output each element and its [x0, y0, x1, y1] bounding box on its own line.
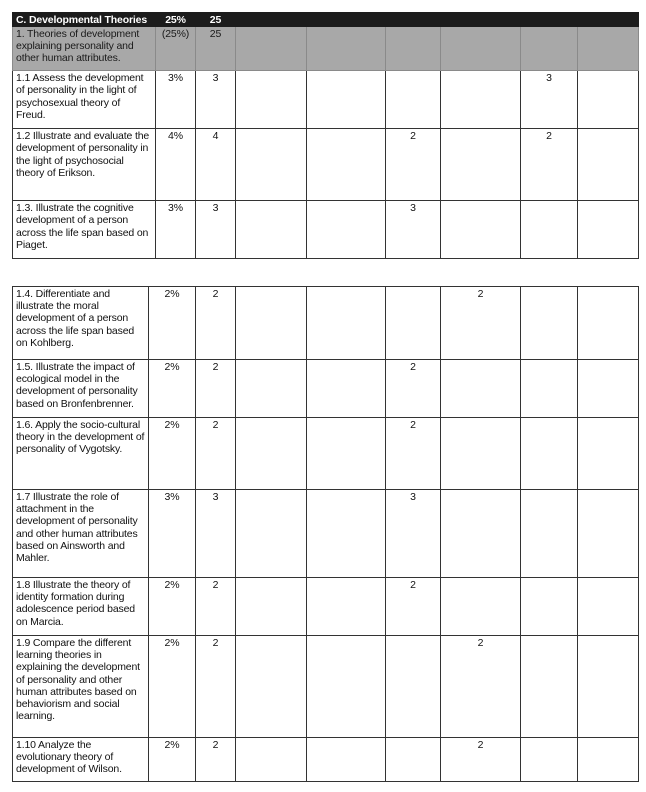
level-cell-4: 2 [441, 287, 521, 360]
level-cell-3: 2 [386, 418, 441, 490]
table-row [13, 578, 639, 636]
table-row [13, 636, 639, 738]
empty-cell [386, 27, 441, 71]
level-cell-4: 2 [441, 636, 521, 738]
level-cell-4 [441, 418, 521, 490]
table-row [13, 71, 639, 129]
table-row [13, 129, 639, 201]
level-cell-5: 3 [521, 71, 578, 129]
level-cell-2 [307, 490, 386, 578]
section-items: 25 [196, 13, 236, 27]
level-cell-4 [441, 360, 521, 418]
level-cell-2 [307, 201, 386, 259]
item-count: 2 [196, 360, 236, 418]
level-cell-6 [578, 201, 639, 259]
item-count: 4 [196, 129, 236, 201]
level-cell-6 [578, 578, 639, 636]
level-cell-2 [307, 360, 386, 418]
table-row [13, 201, 639, 259]
level-cell-4 [441, 71, 521, 129]
level-cell-5 [521, 360, 578, 418]
competency-label: 1.9 Compare the different learning theories in explaining the development of personality and other human attributes based on behaviorism and social learning. [13, 636, 149, 738]
level-cell-5 [521, 490, 578, 578]
competency-label: 1.2 Illustrate and evaluate the development of personality in the light of psychosocial theory of Erikson. [13, 129, 156, 201]
empty-cell [307, 13, 386, 27]
level-cell-1 [236, 418, 307, 490]
level-cell-6 [578, 129, 639, 201]
table-row [13, 490, 639, 578]
spec-table-bottom [12, 286, 639, 782]
section-title: C. Developmental Theories [13, 13, 156, 27]
weight-percent: 2% [149, 578, 196, 636]
level-cell-6 [578, 360, 639, 418]
empty-cell [521, 27, 578, 71]
item-count: 3 [196, 71, 236, 129]
empty-cell [236, 13, 307, 27]
table-row [13, 418, 639, 490]
level-cell-6 [578, 738, 639, 782]
item-count: 2 [196, 636, 236, 738]
topic-title: 1. Theories of development explaining personality and other human attributes. [13, 27, 156, 71]
level-cell-1 [236, 360, 307, 418]
level-cell-6 [578, 287, 639, 360]
weight-percent: 4% [156, 129, 196, 201]
level-cell-6 [578, 71, 639, 129]
level-cell-5 [521, 578, 578, 636]
level-cell-6 [578, 418, 639, 490]
item-count: 2 [196, 287, 236, 360]
level-cell-5 [521, 418, 578, 490]
level-cell-1 [236, 636, 307, 738]
item-count: 3 [196, 490, 236, 578]
level-cell-5 [521, 201, 578, 259]
section-percent: 25% [156, 13, 196, 27]
competency-label: 1.3. Illustrate the cognitive development of a person across the life span based on Piaget. [13, 201, 156, 259]
level-cell-2 [307, 129, 386, 201]
weight-percent: 2% [149, 636, 196, 738]
level-cell-2 [307, 738, 386, 782]
level-cell-3 [386, 636, 441, 738]
level-cell-4 [441, 578, 521, 636]
item-count: 2 [196, 578, 236, 636]
level-cell-3: 3 [386, 490, 441, 578]
level-cell-3: 3 [386, 201, 441, 259]
level-cell-3 [386, 71, 441, 129]
item-count: 2 [196, 738, 236, 782]
level-cell-3: 2 [386, 129, 441, 201]
empty-cell [578, 27, 639, 71]
table-row [13, 738, 639, 782]
empty-cell [578, 13, 639, 27]
level-cell-5 [521, 636, 578, 738]
level-cell-6 [578, 636, 639, 738]
level-cell-3 [386, 287, 441, 360]
level-cell-4 [441, 490, 521, 578]
item-count: 2 [196, 418, 236, 490]
level-cell-5 [521, 738, 578, 782]
empty-cell [307, 27, 386, 71]
empty-cell [441, 13, 521, 27]
topic-percent: (25%) [156, 27, 196, 71]
competency-label: 1.5. Illustrate the impact of ecological model in the development of personality based on Bronfenbrenner. [13, 360, 149, 418]
level-cell-1 [236, 490, 307, 578]
level-cell-1 [236, 71, 307, 129]
empty-cell [521, 13, 578, 27]
level-cell-3 [386, 738, 441, 782]
level-cell-2 [307, 418, 386, 490]
level-cell-1 [236, 287, 307, 360]
weight-percent: 3% [149, 490, 196, 578]
item-count: 3 [196, 201, 236, 259]
weight-percent: 2% [149, 738, 196, 782]
level-cell-1 [236, 129, 307, 201]
weight-percent: 2% [149, 418, 196, 490]
level-cell-5 [521, 287, 578, 360]
competency-label: 1.8 Illustrate the theory of identity formation during adolescence period based on Marcia. [13, 578, 149, 636]
level-cell-3: 2 [386, 360, 441, 418]
empty-cell [236, 27, 307, 71]
competency-label: 1.4. Differentiate and illustrate the moral development of a person across the life span based on Kohlberg. [13, 287, 149, 360]
level-cell-1 [236, 201, 307, 259]
level-cell-4 [441, 129, 521, 201]
table-row [13, 287, 639, 360]
level-cell-5: 2 [521, 129, 578, 201]
level-cell-4 [441, 201, 521, 259]
topic-row [13, 27, 639, 71]
weight-percent: 2% [149, 360, 196, 418]
level-cell-6 [578, 490, 639, 578]
level-cell-3: 2 [386, 578, 441, 636]
level-cell-1 [236, 578, 307, 636]
empty-cell [386, 13, 441, 27]
spec-table-top [12, 12, 639, 259]
level-cell-1 [236, 738, 307, 782]
level-cell-2 [307, 287, 386, 360]
competency-label: 1.1 Assess the development of personality in the light of psychosexual theory of Freud. [13, 71, 156, 129]
empty-cell [441, 27, 521, 71]
weight-percent: 3% [156, 71, 196, 129]
level-cell-2 [307, 71, 386, 129]
level-cell-2 [307, 636, 386, 738]
competency-label: 1.10 Analyze the evolutionary theory of development of Wilson. [13, 738, 149, 782]
table-row [13, 360, 639, 418]
competency-label: 1.7 Illustrate the role of attachment in the development of personality and other human attributes based on Ainsworth and Mahler. [13, 490, 149, 578]
level-cell-4: 2 [441, 738, 521, 782]
weight-percent: 2% [149, 287, 196, 360]
topic-items: 25 [196, 27, 236, 71]
competency-label: 1.6. Apply the socio-cultural theory in the development of personality of Vygotsky. [13, 418, 149, 490]
section-header-row [13, 13, 639, 27]
weight-percent: 3% [156, 201, 196, 259]
level-cell-2 [307, 578, 386, 636]
